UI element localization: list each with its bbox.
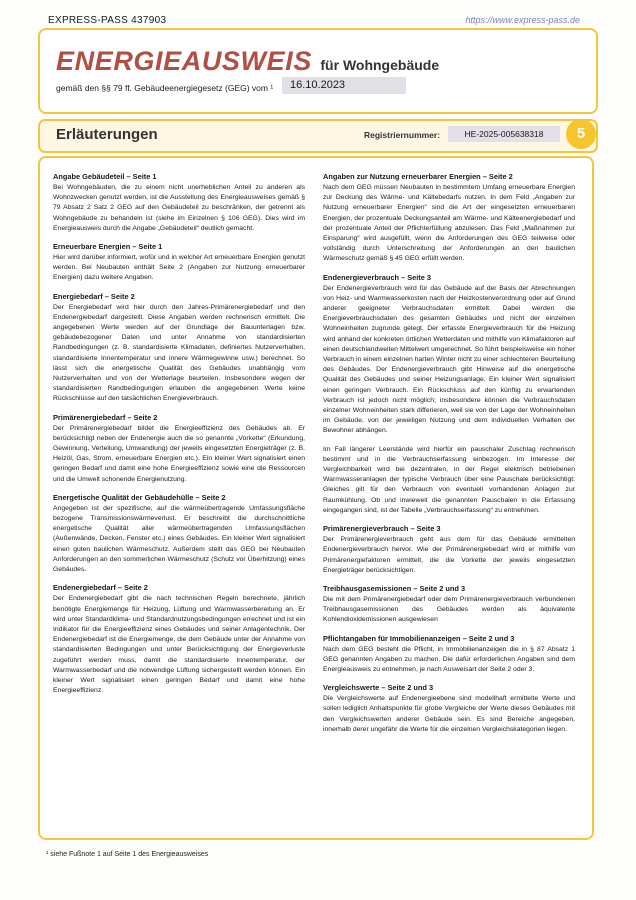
document-code: EXPRESS-PASS 437903 [48, 15, 167, 26]
text-block [53, 292, 305, 405]
block-text: Die mit dem Primärenergiebedarf oder dem Primärenergieverbrauch verbundenen Treibhausgasemissionen des Gebäudes werden als äquivalente Kohlendioxidemissionen ausgewiesen [323, 595, 575, 624]
text-block [323, 683, 575, 735]
header-box [38, 28, 598, 114]
block-heading: Energiebedarf – Seite 2 [53, 291, 135, 301]
text-block [323, 172, 575, 265]
block-text-continued: Im Fall längerer Leerstände wird hierfür ein pauschaler Zuschlag rechnerisch bestimmt und in die Verbrauchserfassung einbezogen. Im Interesse der Vergleichbarkeit wird bei dezentralen, in der Regel elektrisch betriebenen Warmwasseranlagen der typische Verbrauch über eine Pauschale berücksichtigt: Gleiches gilt für den Verbrauch von eventuell vorhandenen Anlagen zur Raumkühlung. Ob und inwieweit die genannten Pauschalen in die Erfassung eingegangen sind, ist der Tabelle „Verbrauchserfassung“ zu entnehmen. [323, 445, 575, 514]
block-heading: Primärenergieverbrauch – Seite 3 [323, 524, 441, 534]
block-heading: Endenergieverbrauch – Seite 3 [323, 272, 432, 282]
block-heading: Angabe Gebäudeteil – Seite 1 [53, 172, 157, 181]
block-heading: Angaben zur Nutzung erneuerbarer Energien – Seite 2 [323, 172, 513, 181]
block-heading: Energetische Qualität der Gebäudehülle – Seite 2 [53, 492, 226, 502]
text-block [53, 172, 305, 234]
footnote: ¹ siehe Fußnote 1 auf Seite 1 des Energieausweises [46, 851, 209, 858]
block-heading: Treibhausgasemissionen – Seite 2 und 3 [323, 583, 466, 593]
text-block [53, 493, 305, 575]
block-text: Der Primärenergiebedarf bildet die Energieeffizienz des Gebäudes ab. Er berücksichtigt neben der Endenergie auch die so genannte „Vorkette“ (Erkundung, Gewinnung, Verteilung, Umwandlung) der jeweils eingesetzten Energieträger (z. B. Heizöl, Gas, Strom, erneuerbare Energien etc.). Ein kleiner Wert signalisiert einen geringen Bedarf und damit eine hohe Energieeffizienz sowie eine die Ressourcen und die Umwelt schonende Energienutzung. [53, 424, 305, 483]
page-number-badge: 5 [566, 119, 596, 149]
block-heading: Pflichtangaben für Immobilienanzeigen – Seite 2 und 3 [323, 633, 515, 643]
left-column [53, 172, 305, 704]
block-text: Nach dem GEG müssen Neubauten in bestimmtem Umfang erneuerbare Energien zur Deckung des Wärme- und Kältebedarfs nutzen. In dem Feld „Angaben zur Nutzung erneuerbarer Energien“ sind die Art der eingesetzten erneuerbaren Energien, der prozentuale Deckungsanteil am Wärme- und Kälteenergiebedarf und der prozentuale Anteil der Pflichterfüllung abzulesen. Das Feld „Maßnahmen zur Einsparung“ wird ausgefüllt, wenn die Anforderungen des GEG teilweise oder vollständig durch Unterschreitung der Anforderungen an den baulichen Wärmeschutz gemäß § 45 GEG erfüllt werden. [323, 184, 575, 263]
block-text: Die Vergleichswerte auf Endenergieebene sind modellhaft ermittelte Werte und sollen lediglich Anhaltspunkte für grobe Vergleiche der Werte dieses Gebäudes mit den Vergleichswerten anderer Gebäude sein. Es sind Bereiche angegeben, innerhalb derer ungefähr die Werte für die einzelnen Vergleichskategorien liegen. [323, 695, 575, 733]
registry-label: Registriernummer: [364, 130, 441, 140]
text-block [323, 584, 575, 626]
right-column [323, 172, 575, 743]
block-heading: Endenergiebedarf – Seite 2 [53, 583, 148, 593]
title-main: ENERGIEAUSWEIS [56, 46, 312, 76]
block-text: Nach dem GEG besteht die Pflicht, in Immobilienanzeigen die in § 87 Absatz 1 GEG genannten Angaben zu machen. Die dafür erforderlichen Angaben sind dem Energieausweis zu entnehmen, je nach Ausweisart der Seite 2 oder 3. [323, 645, 575, 673]
block-text: Bei Wohngebäuden, die zu einem nicht unerheblichen Anteil zu anderen als Wohnzwecken genutzt werden, ist die Ausstellung des Energieausweises gemäß § 79 Absatz 2 Satz 2 GEG auf den Gebäudeteil zu beschränken, der getrennt als Wohngebäude zu behandeln ist (siehe im Einzelnen § 106 GEG). Dies wird im Energieausweis durch die Angabe „Gebäudeteil“ deutlich gemacht. [53, 184, 305, 232]
registry-number: HE-2025-005638318 [448, 126, 560, 142]
block-text: Der Endenergiebedarf gibt die nach technischen Regeln berechnete, jährlich benötigte Energiemenge für Heizung, Lüftung und Warmwasserbereitung an. Er wird unter Standardklima- und Standardnutzungsbedingungen errechnet und ist ein Indikator für die Energieeffizienz eines Gebäudes und seiner Anlagentechnik. Der Endenergiebedarf ist die Energiemenge, die dem Gebäude unter der Annahme von standardisierten Bedingungen und unter Berücksichtigung der Energieverluste zugeführt werden muss, damit die standardisierte Innentemperatur, der Warmwasserbedarf und die notwendige Lüftung sichergestellt werden können. Ein kleiner Wert signalisiert einen geringen Bedarf und damit eine hohe Energieeffizienz. [53, 595, 305, 695]
section-bar [38, 119, 598, 153]
content-box [38, 156, 594, 840]
block-text: Der Energiebedarf wird hier durch den Jahres-Primärenergiebedarf und den Endenergiebedarf dargestellt. Diese Angaben werden rechnerisch ermittelt. Die angegebenen Werte werden auf der Grundlage der Bauunterlagen bzw. gebäudebezogener Daten und unter Annahme von standardisierten Randbedingungen (z. B. standardisierte Klimadaten, definiertes Nutzerverhalten, standardisierte Innentemperatur und innere Wärmegewinne usw.) berechnet. So lässt sich die energetische Qualität des Gebäudes unabhängig vom Nutzerverhalten und von der Wetterlage beurteilen. Insbesondere wegen der standardisierten Randbedingungen erlauben die angegebenen Werte keine Rückschlüsse auf den tatsächlichen Energieverbrauch. [53, 303, 305, 403]
block-text: Der Endenergieverbrauch wird für das Gebäude auf der Basis der Abrechnungen von Heiz- und Warmwasserkosten nach der Heizkostenverordnung oder auf Grund anderer geeigneter Verbrauchsdaten ermittelt. Dabei werden die Energieverbrauchsdaten des gesamten Gebäudes und nicht der einzelnen Wohneinheiten zugrunde gelegt. Der erfasste Energieverbrauch für die Heizung wird anhand der konkreten örtlichen Wetterdaten und mithilfe von Klimafaktoren auf einen deutschlandweiten Mittelwert umgerechnet. So führt beispielsweise ein hoher Verbrauch in einem einzelnen harten Winter nicht zu einer schlechteren Beurteilung des Gebäudes. Der Endenergieverbrauch gibt Hinweise auf die energetische Qualität des Gebäudes und seiner Heizungsanlage. Ein kleiner Wert signalisiert einen geringen Verbrauch. Ein Rückschluss auf den künftig zu erwartenden Verbrauch ist jedoch nicht möglich; insbesondere können die Verbrauchsdaten einzelner Wohneinheiten stark differieren, weil sie von der Lage der Wohneinheiten im Gebäude, von der jeweiligen Nutzung und dem individuellen Verhalten der Bewohner abhängen. [323, 284, 575, 435]
page-title [56, 46, 439, 77]
text-block [53, 413, 305, 485]
block-text: Angegeben ist der spezifische, auf die wärmeübertragende Umfassungsfläche bezogene Transmissionswärmeverlust. Er beschreibt die durchschnittliche energetische Qualität aller wärmeübertragenden Umfassungsflächen (Außenwände, Decken, Fenster etc.) eines Gebäudes. Ein kleiner Wert signalisiert einen guten baulichen Wärmeschutz. Außerdem stellt das GEG bei Neubauten Anforderungen an den sommerlichen Wärmeschutz (Schutz vor Überhitzung) eines Gebäudes. [53, 504, 305, 574]
text-block [53, 583, 305, 696]
website-url[interactable]: https://www.express-pass.de [465, 15, 580, 25]
block-heading: Erneuerbare Energien – Seite 1 [53, 242, 163, 252]
text-block [323, 634, 575, 676]
text-block [323, 273, 575, 516]
block-heading: Vergleichswerte – Seite 2 und 3 [323, 683, 434, 693]
title-sub: für Wohngebäude [320, 57, 440, 73]
block-text: Hier wird darüber informiert, wofür und in welcher Art erneuerbare Energien genutzt werden. Bei Neubauten enthält Seite 2 (Angaben zur Nutzung erneuerbarer Energien) dazu weitere Angaben. [53, 254, 305, 282]
date-field: 16.10.2023 [282, 77, 406, 94]
section-title: Erläuterungen [56, 126, 158, 143]
text-block [323, 524, 575, 576]
legal-basis: gemäß den §§ 79 ff. Gebäudeenergiegesetz (GEG) vom ¹ [56, 83, 274, 93]
block-text: Der Primärenergieverbrauch geht aus dem für das Gebäude ermittelten Endenergieverbrauch hervor. Wie der Primärenergiebedarf wird er mithilfe von Primärenergiefaktoren ermittelt, die die Vorkette der jeweils eingesetzten Energieträger berücksichtigen. [323, 536, 575, 574]
text-block [53, 242, 305, 284]
block-heading: Primärenergiebedarf – Seite 2 [53, 412, 158, 422]
